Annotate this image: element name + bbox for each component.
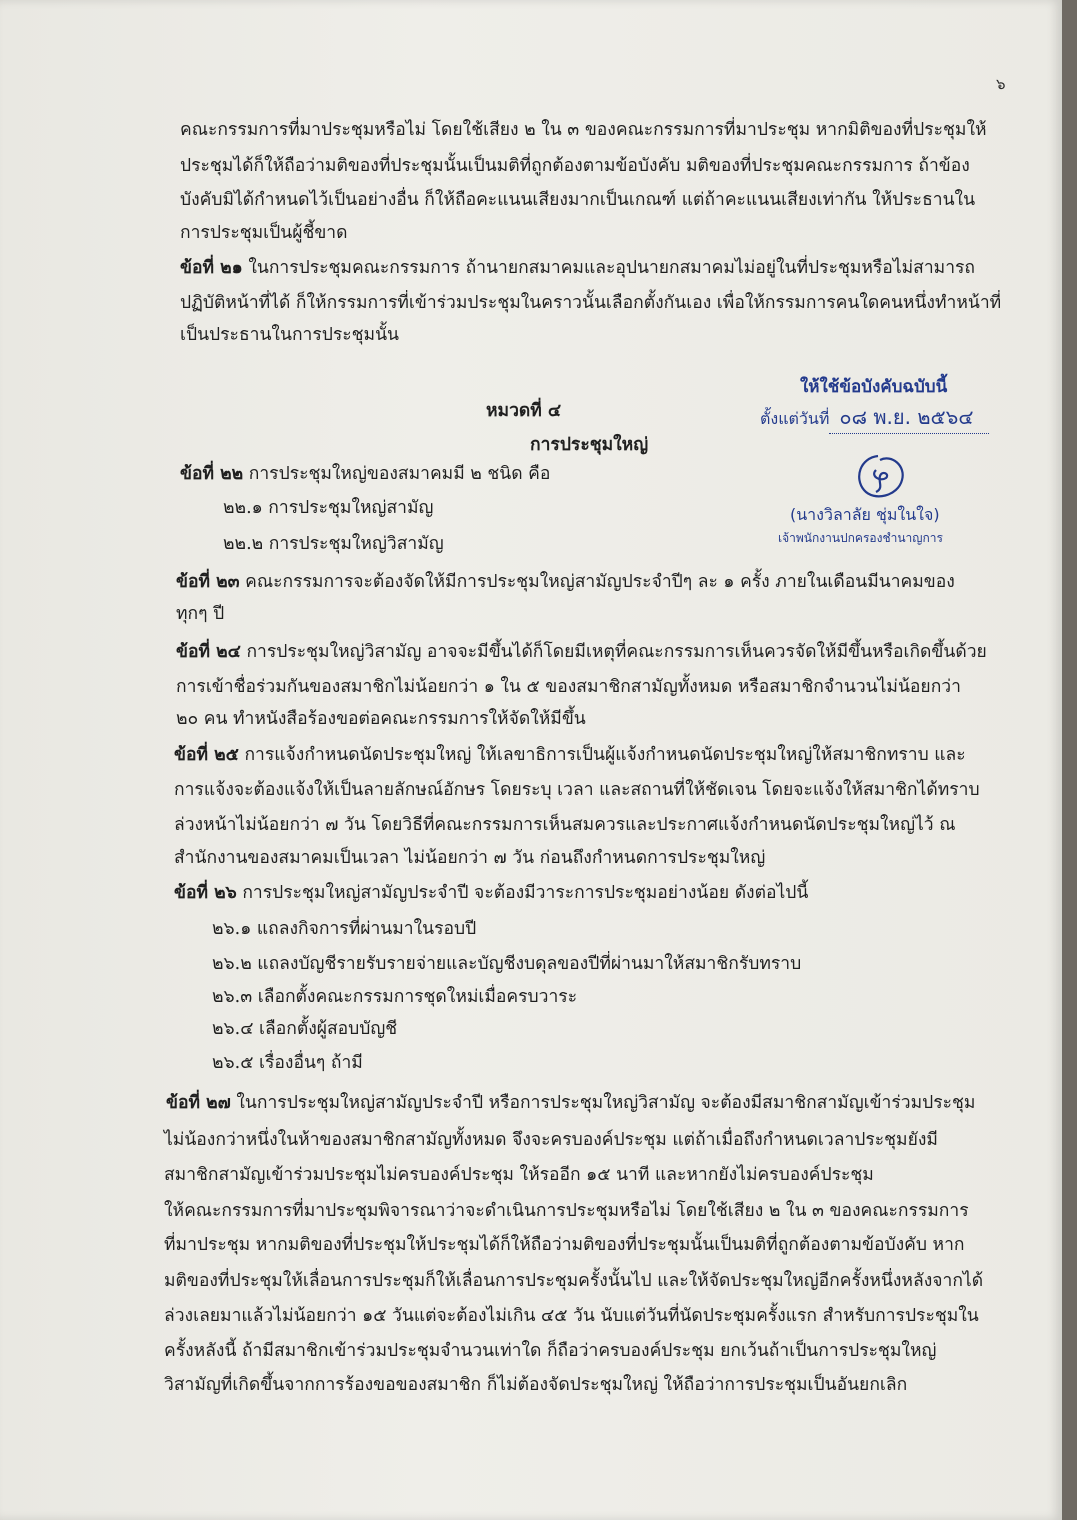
clause-23-first-line (176, 571, 955, 593)
stamp-line-1: ให้ใช้ข้อบังคับฉบับนี้ (800, 377, 948, 397)
clause-27-line: ครั้งหลังนี้ ถ้ามีสมาชิกเข้าร่วมประชุมจำนวนเท่าใด ก็ถือว่าครบองค์ประชุม ยกเว้นถ้าเป็นการประชุมใหญ่ (164, 1341, 937, 1361)
clause-26-item: ๒๖.๔ เลือกตั้งผู้สอบบัญชี (212, 1019, 398, 1039)
clause-22-text: การประชุมใหญ่ของสมาคมมี ๒ ชนิด คือ (243, 464, 551, 484)
clause-22-label: ข้อที่ ๒๒ (180, 464, 244, 484)
clause-27-line: ไม่น้องกว่าหนึ่งในห้าของสมาชิกสามัญทั้งหมด จึงจะครบองค์ประชุม แต่ถ้าเมื่อถึงกำหนดเวลาประชุมยังมี (164, 1130, 938, 1150)
clause-27-line: มติของที่ประชุมให้เลื่อนการประชุมก็ให้เลื่อนการประชุมครั้งนั้นไป และให้จัดประชุมใหญ่อีกครั้งหนึ่งหลังจากได้ (164, 1271, 984, 1291)
clause-21-line: เป็นประธานในการประชุมนั้น (180, 325, 400, 345)
clause-21-first-line (180, 257, 975, 279)
clause-22-first-line (180, 463, 550, 485)
intro-line: ประชุมได้ก็ให้ถือว่ามติของที่ประชุมนั้นเป็นมติที่ถูกต้องตามข้อบังคับ มติของที่ประชุมคณะกรรมการ ถ้าข้อง (180, 156, 970, 176)
clause-27-line: วิสามัญที่เกิดขึ้นจากการร้องขอของสมาชิก ก็ไม่ต้องจัดประชุมใหญ่ ให้ถือว่าการประชุมเป็นอันยกเลิก (164, 1375, 908, 1395)
clause-24-first-line (176, 641, 987, 663)
background-edge (1062, 0, 1077, 1520)
stamp-position: เจ้าพนักงานปกครองชำนาญการ (778, 531, 943, 545)
clause-26-item: ๒๖.๒ แถลงบัญชีรายรับรายจ่ายและบัญชีงบดุลของปีที่ผ่านมาให้สมาชิกรับทราบ (212, 954, 802, 974)
intro-line: คณะกรรมการที่มาประชุมหรือไม่ โดยใช้เสียง ๒ ใน ๓ ของคณะกรรมการที่มาประชุม หากมิติของที่ประชุมให้ (180, 120, 987, 140)
clause-22-item: ๒๒.๒ การประชุมใหญ่วิสามัญ (223, 534, 444, 554)
stamp-date: ๐๘ พ.ย. ๒๕๖๔ (829, 401, 989, 434)
clause-24-label: ข้อที่ ๒๔ (176, 642, 241, 662)
clause-24-line: การเข้าชื่อร่วมกันของสมาชิกไม่น้อยกว่า ๑ ใน ๕ ของสมาชิกสามัญทั้งหมด หรือสมาชิกจำนวนไม่น้อยกว่า (176, 677, 961, 697)
clause-27-line: ให้คณะกรรมการที่มาประชุมพิจารณาว่าจะดำเนินการประชุมหรือไม่ โดยใช้เสียง ๒ ใน ๓ ของคณะกรรมการ (164, 1201, 969, 1221)
clause-26-text: การประชุมใหญ่สามัญประจำปี จะต้องมีวาระการประชุมอย่างน้อย ดังต่อไปนี้ (236, 883, 809, 903)
clause-21-label: ข้อที่ ๒๑ (180, 258, 243, 278)
clause-26-label: ข้อที่ ๒๖ (174, 883, 237, 903)
clause-27-first-line (166, 1092, 975, 1114)
chapter-title: การประชุมใหญ่ (530, 435, 649, 455)
clause-23-label: ข้อที่ ๒๓ (176, 572, 240, 592)
stamp-date-prefix: ตั้งแต่วันที่ (760, 409, 830, 428)
clause-21-text: ในการประชุมคณะกรรมการ ถ้านายกสมาคมและอุปนายกสมาคมไม่อยู่ในที่ประชุมหรือไม่สามารถ (242, 258, 976, 278)
clause-21-line: ปฏิบัติหน้าที่ได้ ก็ให้กรรมการที่เข้าร่วมประชุมในคราวนั้นเลือกตั้งกันเอง เพื่อให้กรรมการคนใดคนหนึ่งทำหน้าที่ (180, 293, 1002, 313)
clause-26-first-line (174, 882, 808, 904)
clause-26-item: ๒๖.๓ เลือกตั้งคณะกรรมการชุดใหม่เมื่อครบวาระ (212, 987, 578, 1007)
page-number: ๖ (996, 75, 1006, 93)
stamp-name: (นางวิลาลัย ชุ่มในใจ) (790, 505, 940, 524)
clause-25-line: ล่วงหน้าไม่น้อยกว่า ๗ วัน โดยวิธีที่คณะกรรมการเห็นสมควรและประกาศแจ้งกำหนดนัดประชุมใหญ่ไว้ ณ (174, 815, 956, 835)
clause-23-line: ทุกๆ ปี (176, 604, 225, 624)
clause-27-label: ข้อที่ ๒๗ (166, 1093, 231, 1113)
clause-24-text: การประชุมใหญ่วิสามัญ อาจจะมีขึ้นได้ก็โดยมีเหตุที่คณะกรรมการเห็นควรจัดให้มีขึ้นหรือเกิดขึ้นด้วย (240, 642, 987, 662)
stamp-line-2 (760, 401, 989, 434)
clause-22-item: ๒๒.๑ การประชุมใหญ่สามัญ (223, 498, 434, 518)
clause-24-line: ๒๐ คน ทำหนังสือร้องขอต่อคณะกรรมการให้จัดให้มีขึ้น (176, 709, 586, 729)
clause-25-label: ข้อที่ ๒๕ (174, 745, 239, 765)
intro-line: บังคับมิได้กำหนดไว้เป็นอย่างอื่น ก็ให้ถือคะแนนเสียงมากเป็นเกณฑ์ แต่ถ้าคะแนนเสียงเท่ากัน ให้ประธานใน (180, 190, 976, 210)
clause-27-text: ในการประชุมใหญ่สามัญประจำปี หรือการประชุมใหญ่วิสามัญ จะต้องมีสมาชิกสามัญเข้าร่วมประชุม (230, 1093, 976, 1113)
clause-25-line: การแจ้งจะต้องแจ้งให้เป็นลายลักษณ์อักษร โดยระบุ เวลา และสถานที่ให้ชัดเจน โดยจะแจ้งให้สมาชิกได้ทราบ (174, 780, 980, 800)
clause-23-text: คณะกรรมการจะต้องจัดให้มีการประชุมใหญ่สามัญประจำปีๆ ละ ๑ ครั้ง ภายในเดือนมีนาคมของ (239, 572, 955, 592)
clause-27-line: ล่วงเลยมาแล้วไม่น้อยกว่า ๑๕ วันแต่จะต้องไม่เกิน ๔๕ วัน นับแต่วันที่นัดประชุมครั้งแรก สำหรับการประชุมใน (164, 1306, 979, 1326)
clause-27-line: สมาชิกสามัญเข้าร่วมประชุมไม่ครบองค์ประชุม ให้รออีก ๑๕ นาที และหากยังไม่ครบองค์ประชุม (164, 1165, 874, 1185)
clause-26-item: ๒๖.๑ แถลงกิจการที่ผ่านมาในรอบปี (212, 919, 477, 939)
clause-27-line: ที่มาประชุม หากมติของที่ประชุมให้ประชุมได้ก็ให้ถือว่ามติของที่ประชุมนั้นเป็นมติที่ถูกต้องตามข้อบังคับ หาก (164, 1235, 965, 1255)
clause-25-text: การแจ้งกำหนดนัดประชุมใหญ่ ให้เลขาธิการเป็นผู้แจ้งกำหนดนัดประชุมใหญ่ให้สมาชิกทราบ และ (238, 745, 966, 765)
chapter-number: หมวดที่ ๔ (486, 401, 562, 421)
clause-25-line: สำนักงานของสมาคมเป็นเวลา ไม่น้อยกว่า ๗ วัน ก่อนถึงกำหนดการประชุมใหญ่ (174, 848, 766, 868)
intro-line: การประชุมเป็นผู้ชี้ขาด (180, 223, 348, 243)
clause-25-first-line (174, 744, 966, 766)
clause-26-item: ๒๖.๕ เรื่องอื่นๆ ถ้ามี (212, 1053, 363, 1073)
